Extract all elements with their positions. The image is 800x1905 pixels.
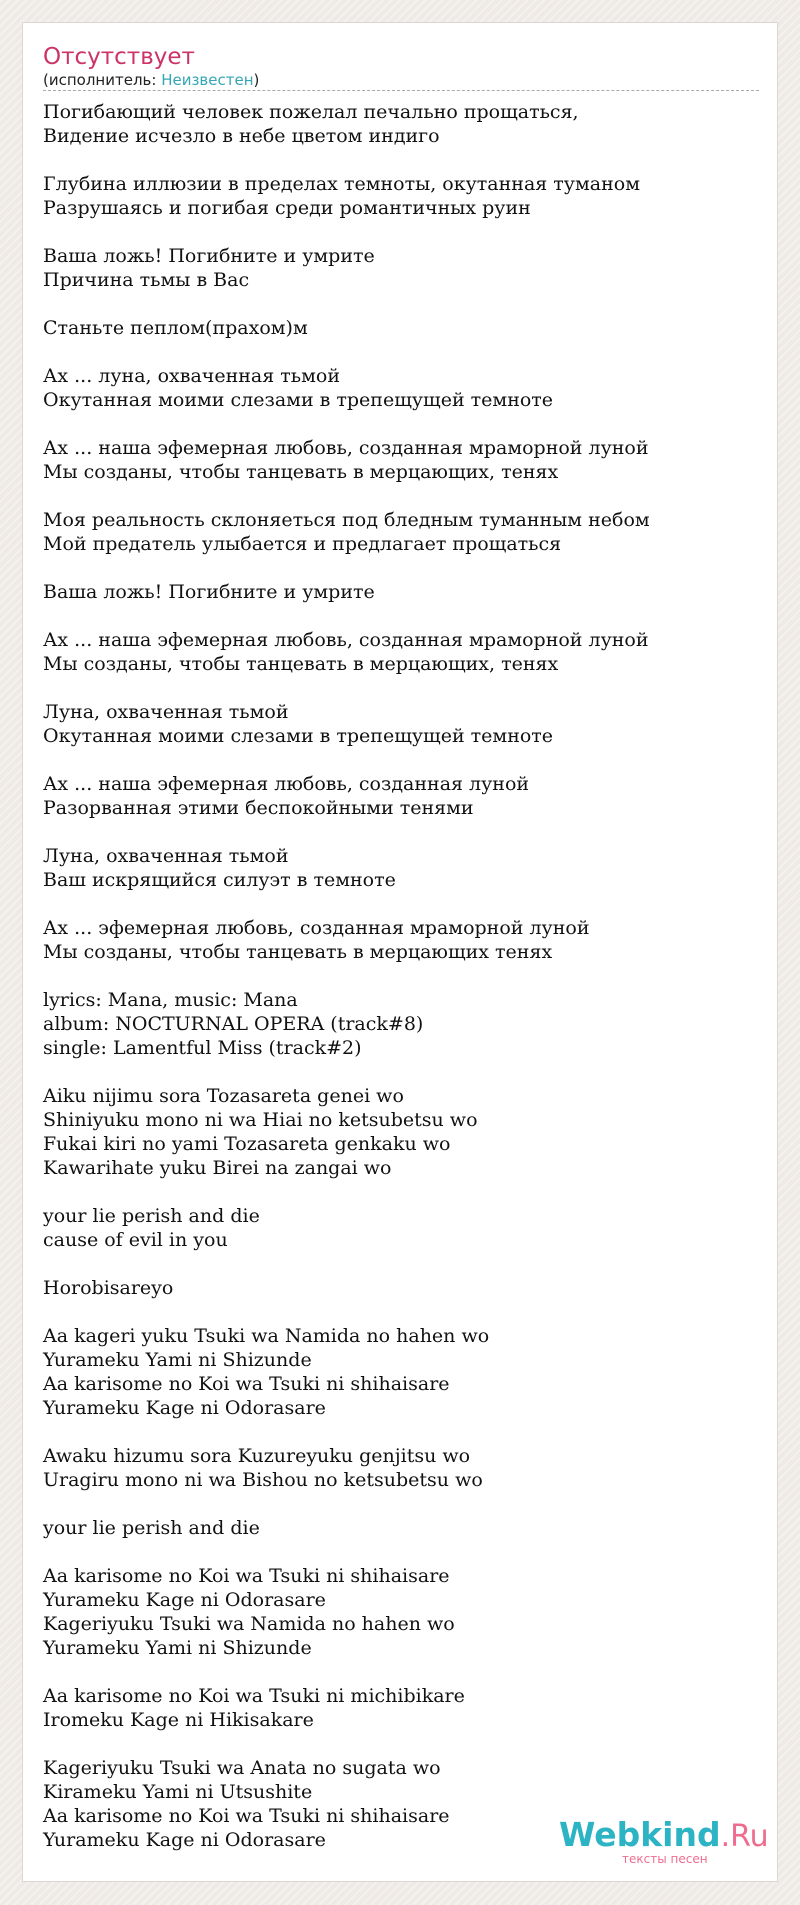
lyric-line: Yurameku Kage ni Odorasare — [43, 1589, 326, 1611]
lyric-line: Разорванная этими беспокойными тенями — [43, 797, 474, 819]
lyric-line: Yurameku Yami ni Shizunde — [43, 1349, 312, 1371]
lyric-line: Мой предатель улыбается и предлагает прощаться — [43, 533, 562, 555]
performer-prefix: (исполнитель: — [43, 71, 162, 89]
lyric-stanza — [43, 172, 763, 220]
lyric-line: Shiniyuku mono ni wa Hiai no ketsubetsu wo — [43, 1109, 478, 1131]
lyric-line: Aa karisome no Koi wa Tsuki ni michibikare — [43, 1685, 465, 1707]
lyric-line: Aa karisome no Koi wa Tsuki ni shihaisare — [43, 1565, 450, 1587]
lyric-line: Fukai kiri no yami Tozasareta genkaku wo — [43, 1133, 451, 1155]
performer-line — [43, 71, 259, 89]
lyric-line: Погибающий человек пожелал печально прощаться, — [43, 101, 579, 123]
webkind-logo[interactable] — [559, 1817, 769, 1855]
lyric-stanza — [43, 508, 763, 556]
lyric-line: Ваш искрящийся силуэт в темноте — [43, 869, 396, 891]
lyric-stanza — [43, 580, 763, 604]
lyric-line: Kageriyuku Tsuki wa Namida no hahen wo — [43, 1613, 455, 1635]
lyrics-text — [43, 100, 763, 1876]
lyric-line: Причина тьмы в Вас — [43, 269, 250, 291]
lyric-line: cause of evil in you — [43, 1229, 228, 1251]
lyric-line: Ах ... наша эфемерная любовь, созданная луной — [43, 773, 530, 795]
song-title: Отсутствует — [43, 44, 195, 70]
lyric-line: Мы созданы, чтобы танцевать в мерцающих, тенях — [43, 461, 559, 483]
lyric-line: single: Lamentful Miss (track#2) — [43, 1037, 362, 1059]
lyric-line: Iromeku Kage ni Hikisakare — [43, 1709, 314, 1731]
lyric-stanza — [43, 1276, 763, 1300]
lyric-line: Kirameku Yami ni Utsushite — [43, 1781, 313, 1803]
lyric-stanza — [43, 1324, 763, 1420]
logo-tld: .Ru — [720, 1819, 769, 1854]
lyric-line: Yurameku Kage ni Odorasare — [43, 1829, 326, 1851]
lyric-line: Horobisareyo — [43, 1277, 174, 1299]
lyric-stanza — [43, 916, 763, 964]
lyric-line: Ах ... эфемерная любовь, созданная мраморной луной — [43, 917, 590, 939]
lyric-stanza — [43, 988, 763, 1060]
lyric-stanza — [43, 364, 763, 412]
lyric-line: Yurameku Yami ni Shizunde — [43, 1637, 312, 1659]
logo-tagline: тексты песен — [622, 1852, 708, 1866]
lyric-line: Луна, охваченная тьмой — [43, 845, 289, 867]
lyric-line: Aa kageri yuku Tsuki wa Namida no hahen wo — [43, 1325, 490, 1347]
lyric-line: Kawarihate yuku Birei na zangai wo — [43, 1157, 392, 1179]
performer-suffix: ) — [253, 71, 260, 89]
performer-link[interactable]: Неизвестен — [161, 71, 254, 89]
lyric-line: Окутанная моими слезами в трепещущей темноте — [43, 725, 554, 747]
lyric-line: Мы созданы, чтобы танцевать в мерцающих тенях — [43, 941, 553, 963]
lyric-line: Ах ... луна, охваченная тьмой — [43, 365, 341, 387]
lyric-line: Ваша ложь! Погибните и умрите — [43, 581, 375, 603]
lyric-stanza — [43, 1084, 763, 1180]
lyric-line: your lie perish and die — [43, 1517, 260, 1539]
lyric-stanza — [43, 316, 763, 340]
lyric-line: Ах ... наша эфемерная любовь, созданная мраморной луной — [43, 629, 649, 651]
lyric-stanza — [43, 628, 763, 676]
lyric-stanza — [43, 1204, 763, 1252]
lyric-line: lyrics: Mana, music: Mana — [43, 989, 298, 1011]
lyric-line: Uragiru mono ni wa Bishou no ketsubetsu wo — [43, 1469, 483, 1491]
title-divider — [43, 90, 759, 91]
lyric-line: Awaku hizumu sora Kuzureyuku genjitsu wo — [43, 1445, 471, 1467]
lyric-line: Глубина иллюзии в пределах темноты, окутанная туманом — [43, 173, 640, 195]
lyric-line: album: NOCTURNAL OPERA (track#8) — [43, 1013, 424, 1035]
lyric-line: Мы созданы, чтобы танцевать в мерцающих, тенях — [43, 653, 559, 675]
lyric-line: Aa karisome no Koi wa Tsuki ni shihaisare — [43, 1373, 450, 1395]
lyric-line: Окутанная моими слезами в трепещущей темноте — [43, 389, 554, 411]
lyric-line: Ваша ложь! Погибните и умрите — [43, 245, 375, 267]
lyric-line: your lie perish and die — [43, 1205, 260, 1227]
lyric-line: Yurameku Kage ni Odorasare — [43, 1397, 326, 1419]
lyric-line: Ах ... наша эфемерная любовь, созданная мраморной луной — [43, 437, 649, 459]
lyric-stanza — [43, 436, 763, 484]
lyric-line: Aa karisome no Koi wa Tsuki ni shihaisare — [43, 1805, 450, 1827]
lyric-line: Моя реальность склоняеться под бледным туманным небом — [43, 509, 650, 531]
lyric-line: Разрушаясь и погибая среди романтичных руин — [43, 197, 531, 219]
lyric-line: Kageriyuku Tsuki wa Anata no sugata wo — [43, 1757, 441, 1779]
lyric-stanza — [43, 1516, 763, 1540]
lyrics-card — [22, 22, 778, 1882]
lyric-stanza — [43, 244, 763, 292]
logo-name: Webkind — [559, 1815, 721, 1854]
lyric-line: Aiku nijimu sora Tozasareta genei wo — [43, 1085, 404, 1107]
lyric-stanza — [43, 1684, 763, 1732]
lyric-stanza — [43, 1444, 763, 1492]
lyric-line: Станьте пеплом(прахом)м — [43, 317, 308, 339]
lyric-stanza — [43, 700, 763, 748]
lyric-stanza — [43, 844, 763, 892]
lyric-line: Видение исчезло в небе цветом индиго — [43, 125, 440, 147]
lyric-stanza — [43, 772, 763, 820]
lyric-stanza — [43, 1564, 763, 1660]
lyric-line: Луна, охваченная тьмой — [43, 701, 289, 723]
lyric-stanza — [43, 100, 763, 148]
